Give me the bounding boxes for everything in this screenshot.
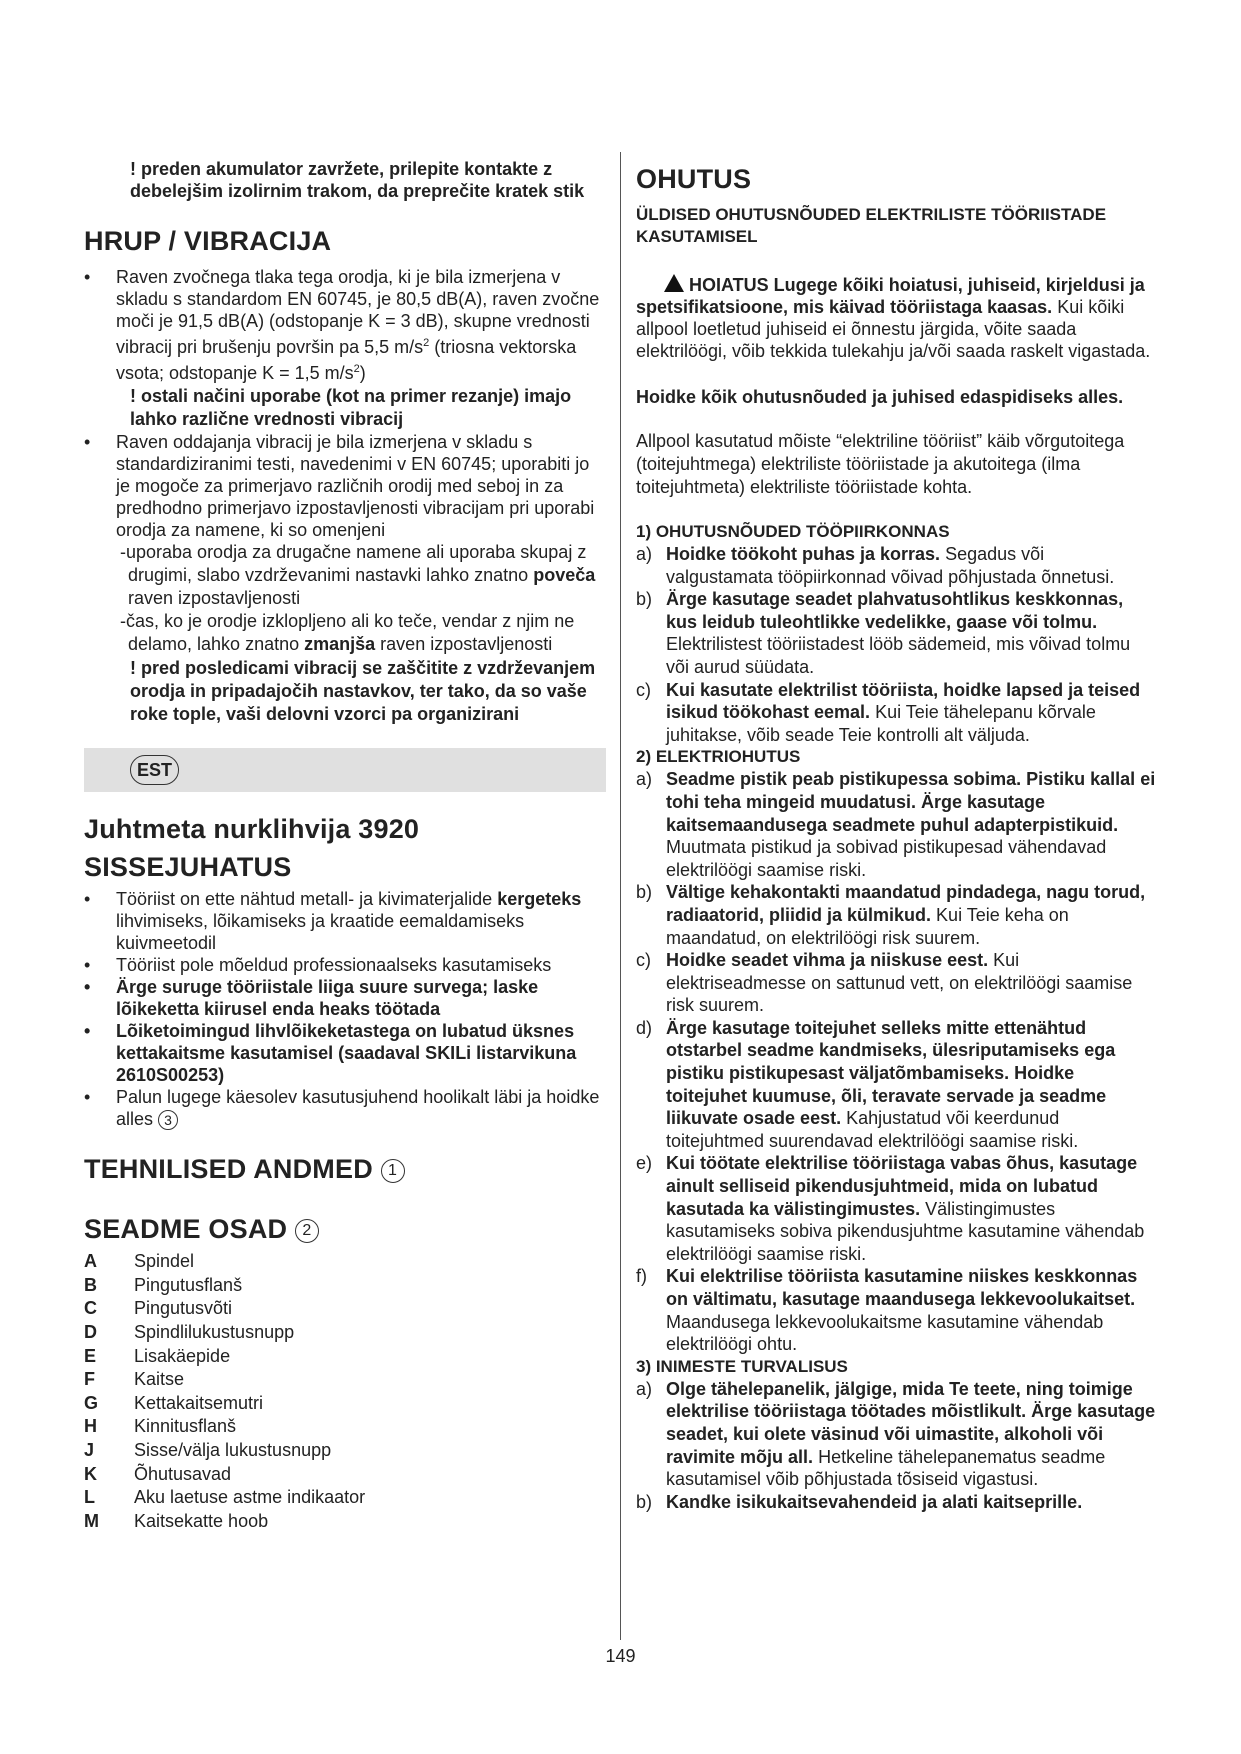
keep-instructions-note: Hoidke kõik ohutusnõuded ja juhised edaspidiseks alles.	[636, 387, 1124, 407]
part-item: J Sisse/välja lukustusnupp	[84, 1440, 332, 1460]
intro-bullet-3: • Ärge suruge tööriistale liiga suure survega; laske lõikeketta kiirusel enda heaks töötada	[84, 976, 606, 1020]
part-item: G Kettakaitsemutri	[84, 1392, 264, 1413]
heading-introduction: SISSEJUHATUS	[84, 852, 292, 882]
part-item: B Pingutusflanš	[84, 1274, 243, 1295]
noise-dash-2: -čas, ko je orodje izklopljeno ali ko teče, vendar z njim ne delamo, lahko znatno zmanjša raven izpostavljenosti	[120, 611, 575, 654]
noise-note-other-uses: ! ostali načini uporabe (kot na primer rezanje) imajo lahko različne vrednosti vibracij	[130, 386, 572, 429]
intro-bullet-4: • Lõiketoimingud lihvlõikeketastega on lubatud üksnes kettakaitsme kasutamisel (saadaval SKILi listarvikuna 2610S00253)	[84, 1020, 606, 1086]
product-title: Juhtmeta nurklihvija 3920	[84, 814, 420, 844]
intro-bullet-5: • Palun lugege käesolev kasutusjuhend hoolikalt läbi ja hoidke alles 3	[84, 1086, 606, 1130]
warning-icon	[664, 274, 684, 292]
parts-list	[84, 1250, 606, 1533]
section-electrical-heading: 2) ELEKTRIOHUTUS	[636, 747, 801, 767]
section-work-area-heading: 1) OHUTUSNÕUDED TÖÖPIIRKONNAS	[636, 522, 950, 541]
language-badge: EST	[130, 755, 179, 785]
noise-bullet-1: • Raven zvočnega tlaka tega orodja, ki je bila izmerjena v skladu s standardom EN 60745, je 80,5 dB(A), raven zvočne moči je 91,5 dB(A) (odstopanje K = 3 dB), skupne vrednosti vibracij pri brušenju površin pa 5,5 $m/s^2$ (triosna vektorska vsota; odstopanje K = 1,5 $m/s^2$)	[84, 266, 606, 384]
reference-3-icon: 3	[158, 1110, 178, 1130]
power-tool-definition: Allpool kasutatud mõiste “elektriline tööriist” käib võrgutoitega (toitejuhtmega) elektriliste tööriistade ja akutoitega (ilma toitejuhtmeta) elektriliste tööriistade kohta.	[636, 431, 1125, 497]
right-column	[636, 158, 1156, 1513]
battery-disposal-note: ! preden akumulator zavržete, prilepite kontakte z debelejšim izolirnim trakom, da preprečite kratek stik	[130, 159, 585, 201]
language-band	[84, 748, 606, 792]
part-item: D Spindlilukustusnupp	[84, 1322, 295, 1343]
intro-bullet-2: • Tööriist pole mõeldud professionaalseks kasutamiseks	[84, 954, 606, 976]
noise-note-protect: ! pred posledicami vibracij se zaščitite z vzdrževanjem orodja in pripadajočih nastavkov, ter tako, da so vaše roke tople, vaši delovni vzorci pa organizirani	[130, 658, 596, 724]
work-area-item-a: a) Hoidke töökoht puhas ja korras. Segadus või valgustamata tööpiirkonnad võivad põhjustada õnnetusi.	[636, 544, 1115, 587]
column-divider	[620, 152, 621, 1640]
intro-bullet-1: • Tööriist on ette nähtud metall- ja kivimaterjalide kergeteks lihvimiseks, lõikamiseks ja kraatide eemaldamiseks kuivmeetodil	[84, 888, 606, 954]
part-item: M Kaitsekatte hoob	[84, 1510, 269, 1531]
heading-parts: SEADME OSAD 2	[84, 1212, 606, 1246]
reference-1-icon: 1	[381, 1159, 405, 1183]
warning-paragraph: ! HOIATUS Lugege kõiki hoiatusi, juhiseid, kirjeldusi ja spetsifikatsioone, mis käivad tööriistaga kaasas. Kui kõiki allpool loetletud juhiseid ei õnnestu järgida, võite saada elektrilöögi, võib tekkida tulekahju ja/või saada raskelt vigastada.	[636, 274, 1156, 362]
part-item: A Spindel	[84, 1251, 195, 1272]
electrical-item-e: e) Kui töötate elektrilise tööriistaga vabas õhus, kasutage ainult selliseid pikendusjuhtmeid, mida on lubatud kasutada ka välistingimustes. Välistingimustes kasutamiseks sobiva pikendusjuhtme kasutamine vähendab elektrilöögi saamise riski.	[636, 1153, 1145, 1264]
part-item: L Aku laetuse astme indikaator	[84, 1487, 366, 1508]
work-area-item-c: c) Kui kasutate elektrilist tööriista, hoidke lapsed ja teised isikud töökohast eemal. Kui Teie tähelepanu kõrvale juhitakse, võib seade Teie kontrolli alt väljuda.	[636, 679, 1141, 745]
electrical-item-c: c) Hoidke seadet vihma ja niiskuse eest. Kui elektriseadmesse on sattunud vett, on elektrilöögi saamise risk suurem.	[636, 950, 1133, 1016]
heading-noise-vibration: HRUP / VIBRACIJA	[84, 226, 332, 256]
reference-2-icon: 2	[295, 1219, 319, 1243]
part-item: E Lisakäepide	[84, 1345, 231, 1366]
part-item: H Kinnitusflanš	[84, 1416, 237, 1437]
electrical-item-a: a) Seadme pistik peab pistikupessa sobima. Pistiku kallal ei tohi teha mingeid muudatusi. Ärge kasutage kaitsemaandusega seadmete puhul adapterpistikuid. Muutmata pistikud ja sobivad pistikupesad vähendavad elektrilöögi saamise riski.	[636, 769, 1156, 880]
electrical-item-b: b) Vältige kehakontakti maandatud pindadega, nagu torud, radiaatorid, pliidid ja külmikud. Kui Teie keha on maandatud, on elektrilöögi risk suurem.	[636, 882, 1146, 948]
left-column	[84, 158, 606, 1533]
part-item: K Õhutusavad	[84, 1463, 232, 1484]
heading-technical-data: TEHNILISED ANDMED 1	[84, 1152, 606, 1186]
personal-safety-item-a: a) Olge tähelepanelik, jälgige, mida Te teete, ning toimige elektrilise tööriistaga töötades mõistlikult. Ärge kasutage seadet, kui olete väsinud või uimastite, alkoholi või ravimite mõju all. Hetkeline tähelepanematus seadme kasutamisel võib põhjustada tõsiseid vigastusi.	[636, 1378, 1156, 1490]
electrical-item-d: d) Ärge kasutage toitejuhet selleks mitte ettenähtud otstarbel seadme kandmiseks, ülesriputamiseks ega pistiku pistikupesast väljatõmbamiseks. Hoidke toitejuhet kuumuse, õli, teravate servade ja seadme liikuvate osade eest. Kahjustatud või keerdunud toitejuhtmed suurendavad elektrilöögi saamise riski.	[636, 1017, 1116, 1151]
general-safety-subheading: ÜLDISED OHUTUSNÕUDED ELEKTRILISTE TÖÖRIISTADE KASUTAMISEL	[636, 205, 1107, 246]
noise-dash-1: -uporaba orodja za drugačne namene ali uporaba skupaj z drugimi, slabo vzdrževanimi nastavki lahko znatno poveča raven izpostavljenosti	[120, 542, 596, 608]
page-number: 149	[605, 1646, 636, 1666]
part-item: C Pingutusvõti	[84, 1298, 233, 1319]
section-personal-safety-heading: 3) INIMESTE TURVALISUS	[636, 1356, 848, 1376]
part-item: F Kaitse	[84, 1369, 185, 1390]
personal-safety-item-b: b) Kandke isikukaitsevahendeid ja alati kaitseprille.	[636, 1491, 1083, 1512]
noise-bullet-2: • Raven oddajanja vibracij je bila izmerjena v skladu s standardiziranimi testi, navedenimi v EN 60745; uporabiti jo je mogoče za primerjavo različnih orodij med seboj in za predhodno primerjavo izpostavljenosti vibracijam pri uporabi orodja za namene, ki so omenjeni	[84, 431, 606, 541]
electrical-item-f: f) Kui elektrilise tööriista kasutamine niiskes keskkonnas on vältimatu, kasutage maandusega lekkevoolukaitset. Maandusega lekkevoolukaitsme kasutamine vähendab elektrilöögi ohtu.	[636, 1266, 1138, 1355]
work-area-item-b: b) Ärge kasutage seadet plahvatusohtlikus keskkonnas, kus leidub tuleohtlikke vedelikke, gaase või tolmu. Elektrilistest tööriistadest lööb sädemeid, mis võivad tolmu või aurud süüdata.	[636, 589, 1131, 677]
heading-safety: OHUTUS	[636, 164, 752, 194]
